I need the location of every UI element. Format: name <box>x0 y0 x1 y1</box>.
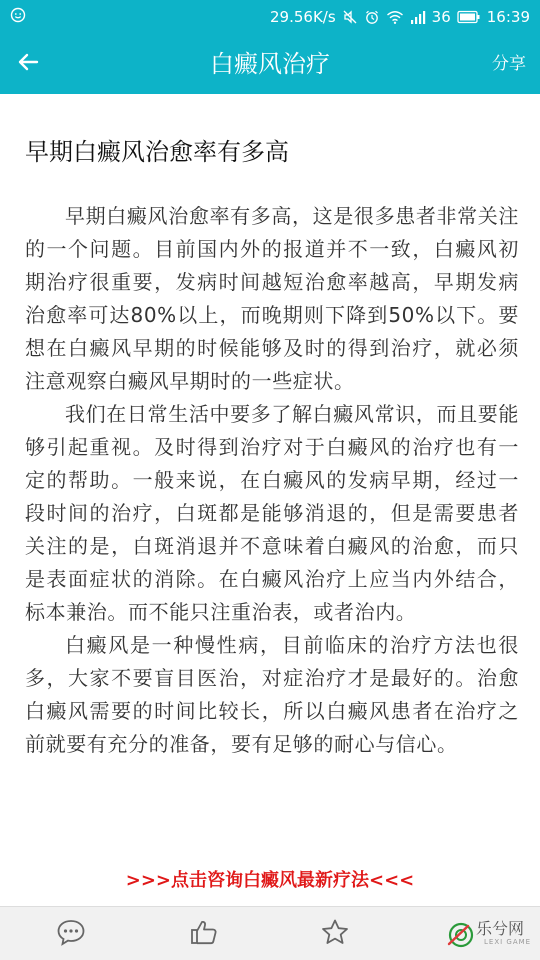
status-bar <box>0 0 540 34</box>
article-body <box>25 200 519 761</box>
clock-time: 16:39 <box>486 8 530 26</box>
watermark-subtext: LEXI GAME <box>484 938 532 946</box>
page-title: 白癜风治疗 <box>210 50 330 78</box>
article-title: 早期白癜风治愈率有多高 <box>25 138 289 166</box>
star-icon <box>320 918 350 950</box>
notification-smiley-icon <box>10 7 26 27</box>
app-header <box>0 34 540 94</box>
mute-icon <box>342 9 358 25</box>
watermark-text: 乐兮网 <box>476 919 525 938</box>
article-content <box>0 94 540 906</box>
network-speed: 29.56K/s <box>270 8 336 26</box>
comment-icon <box>56 918 86 950</box>
signal-label: 36 <box>431 8 451 26</box>
status-right <box>270 8 530 26</box>
thumbs-up-icon <box>189 918 219 950</box>
consult-link[interactable]: >>>点击咨询白癜风最新疗法<<< <box>125 870 415 891</box>
watermark <box>446 912 540 956</box>
wifi-icon <box>386 9 404 25</box>
status-left <box>10 7 26 27</box>
like-button[interactable] <box>189 919 219 949</box>
paragraph: 我们在日常生活中要多了解白癜风常识，而且要能够引起重视。及时得到治疗对于白癜风的治疗也有一定的帮助。一般来说，在白癜风的发病早期，经过一段时间的治疗，白斑都是能够消退的，但是需要患者关注的是，白斑消退并不意味着白癜风的治愈，而只是表面症状的消除。在白癜风治疗上应当内外结合，标本兼治。而不能只注重治表，或者治内。 <box>25 402 519 624</box>
paragraph: 早期白癜风治愈率有多高，这是很多患者非常关注的一个问题。目前国内外的报道并不一致，白癜风初期治疗很重要，发病时间越短治愈率越高，早期发病治愈率可达80%以上，而晚期则下降到50%以下。要想在白癜风早期的时候能够及时的得到治疗，就必须注意观察白癜风早期时的一些症状。 <box>25 204 519 393</box>
comment-button[interactable] <box>56 919 86 949</box>
share-button[interactable]: 分享 <box>492 54 526 74</box>
paragraph: 白癜风是一种慢性病，目前临床的治疗方法也很多，大家不要盲目医治，对症治疗才是最好的。治愈白癜风需要的时间比较长，所以白癜风患者在治疗之前就要有充分的准备，要有足够的耐心与信心。 <box>25 633 519 756</box>
alarm-icon <box>364 9 380 25</box>
battery-icon <box>457 10 481 24</box>
favorite-button[interactable] <box>320 919 350 949</box>
watermark-logo-icon <box>446 920 476 954</box>
signal-icon <box>410 10 426 24</box>
